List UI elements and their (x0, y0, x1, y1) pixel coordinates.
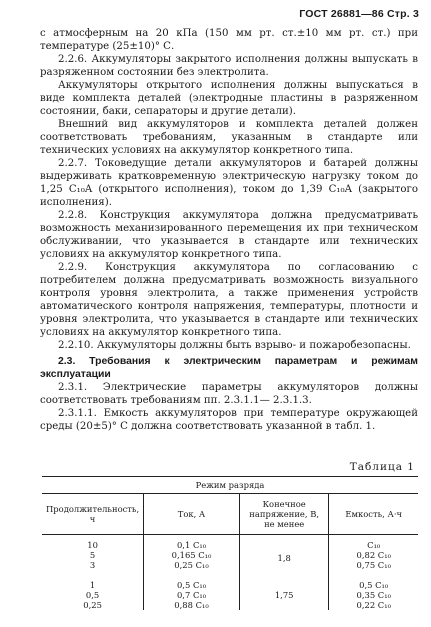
paragraph-open-design: Аккумуляторы открытого исполнения должны выпускаться в виде комплекта деталей (электродные пластины в разряженном состоянии, баки, сепараторы и другие детали). (40, 80, 418, 117)
cell-capacity: 0,75 C₁₀ (329, 560, 418, 580)
table-row (42, 560, 418, 580)
cell-voltage: 1,75 (239, 580, 329, 610)
table-header-row (42, 494, 418, 535)
paragraph-appearance: Внешний вид аккумуляторов и комплекта деталей должен соответствовать требованиям, указанным в стандарте или технических условиях на аккумулятор конкретного типа. (40, 119, 418, 156)
cell-duration: 10 (87, 540, 98, 550)
cell-current: 0,7 C₁₀ (144, 590, 240, 600)
paragraph-2-2-6: 2.2.6. Аккумуляторы закрытого исполнения должны выпускать в разряженном состоянии без электролита. (40, 54, 418, 78)
cell-current: 0,5 C₁₀ (144, 580, 240, 590)
cell-capacity: 0,82 C₁₀ (329, 550, 418, 560)
page-header: ГОСТ 26881—86 Стр. 3 (299, 8, 419, 20)
paragraph-2-3-1: 2.3.1. Электрические параметры аккумуляторов должны соответствовать требованиям пп. 2.3.1.1— 2.3.1.3. (40, 382, 418, 406)
paragraph-2-2-10: 2.2.10. Аккумуляторы должны быть взрыво- и пожаробезопасны. (58, 340, 411, 351)
cell-capacity: 0,5 C₁₀ (329, 580, 418, 590)
paragraph-2-2-7: 2.2.7. Токоведущие детали аккумуляторов и батарей должны выдерживать кратковременную электрическую нагрузку током до 1,25 C₁₀A (открытого исполнения), током до 1,39 C₁₀A (закрытого исполнения). (40, 158, 418, 208)
col-header-duration: Продолжительность, ч (42, 494, 144, 535)
cell-current: 0,88 C₁₀ (144, 600, 240, 610)
cell-current: 0,25 C₁₀ (144, 560, 240, 580)
table-row (42, 535, 418, 551)
section-heading-2-3: 2.3. Требования к электрическим параметрам и режимам эксплуатации (40, 356, 418, 380)
table-row (42, 550, 418, 560)
table-row (42, 590, 418, 600)
col-header-capacity: Емкость, А·ч (329, 494, 418, 535)
table-group-header-row (42, 477, 418, 494)
paragraph-2-2-9: 2.2.9. Конструкция аккумулятора по согласованию с потребителем должна предусматривать возможность визуального контроля уровня электролита, а также применения устройств автоматического контроля напряжения, температуры, плотности и уровня электролита, что указывается в стандарте или технических условиях на аккумулятор конкретного типа. (40, 262, 418, 338)
col-header-current: Ток, А (144, 494, 240, 535)
body-text (40, 27, 418, 433)
cell-current: 0,165 C₁₀ (144, 550, 240, 560)
paragraph-continuation: с атмосферным на 20 кПа (150 мм рт. ст.±10 мм рт. ст.) при температуре (25±10)° С. (40, 28, 418, 52)
group-header: Режим разряда (42, 477, 418, 494)
cell-duration: 5 (89, 550, 96, 560)
paragraph-2-3-1-1: 2.3.1.1. Емкость аккумуляторов при температуре окружающей среды (20±5)° С должна соответствовать указанной в табл. 1. (40, 408, 418, 432)
cell-current: 0,1 C₁₀ (144, 535, 240, 551)
col-header-voltage: Конечное напряжение, В, не менее (239, 494, 329, 535)
cell-duration: 0,25 (83, 600, 102, 610)
cell-capacity: C₁₀ (329, 535, 418, 551)
table-row (42, 580, 418, 590)
cell-voltage: 1,8 (239, 535, 329, 581)
paragraph-2-2-8: 2.2.8. Конструкция аккумулятора должна предусматривать возможность механизированного перемещения их при техническом обслуживании, что указывается в стандарте или технических условиях на аккумулятор конкретного типа. (40, 210, 418, 260)
cell-duration: 1 (89, 580, 96, 590)
table-1 (42, 476, 418, 610)
table-caption: Таблица 1 (349, 461, 415, 473)
cell-duration: 3 (89, 560, 96, 570)
cell-capacity: 0,35 C₁₀ (329, 590, 418, 600)
table-row (42, 600, 418, 610)
cell-capacity: 0,22 C₁₀ (329, 600, 418, 610)
cell-duration: 0,5 (85, 590, 100, 600)
